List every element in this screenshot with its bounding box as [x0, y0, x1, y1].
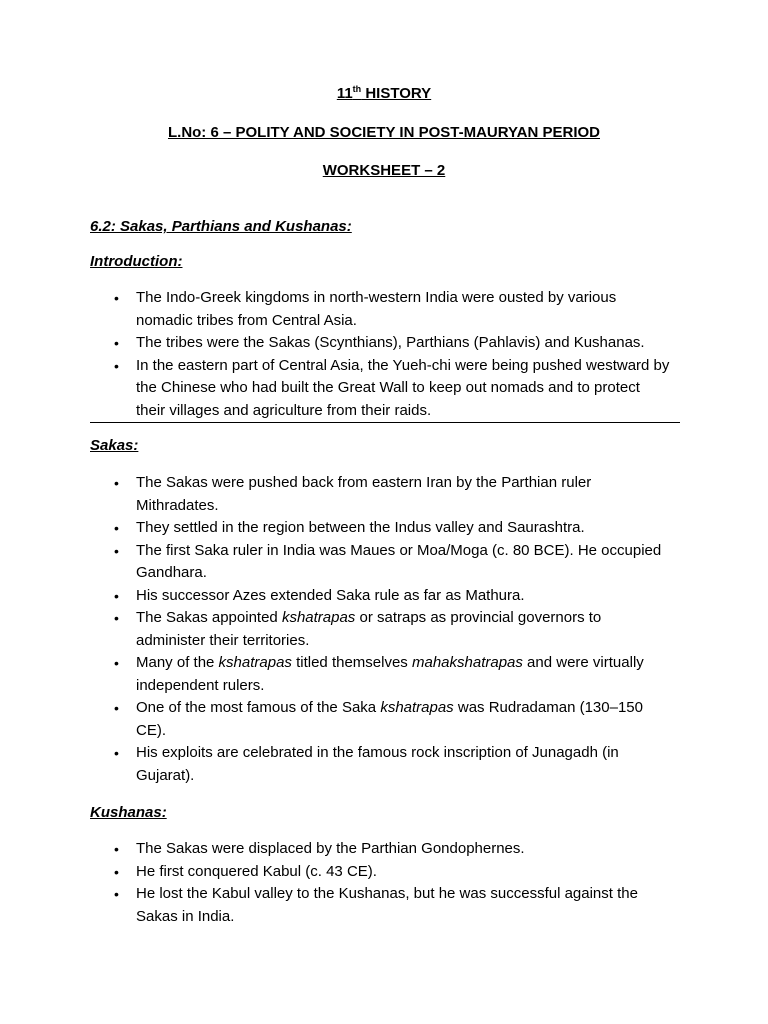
list-item: • The Sakas were displaced by the Parthian Gondophernes. [110, 838, 670, 861]
worksheet-heading: WORKSHEET – 2 [322, 162, 446, 179]
item-term: kshatrapas [380, 699, 454, 716]
list-item: • His exploits are celebrated in the famous rock inscription of Junagadh (in Gujarat). [110, 742, 670, 787]
list-item [110, 697, 670, 742]
item-text: Many of the [136, 654, 219, 671]
grade-suffix: th [352, 84, 362, 94]
list-item: • In the eastern part of Central Asia, the Yueh-chi were being pushed westward by the Chinese who had built the Great Wall to keep out nomads and to protect their villages and agriculture from their raids. [110, 355, 670, 423]
item-text: titled themselves [291, 654, 412, 671]
introduction-list [110, 287, 670, 422]
list-item: • The Sakas were pushed back from eastern Iran by the Parthian ruler Mithradates. [110, 472, 670, 517]
kushanas-title: Kushanas: [90, 804, 167, 821]
item-term: kshatrapas [281, 609, 356, 626]
list-item [110, 652, 670, 697]
item-term: kshatrapas [218, 654, 292, 671]
list-item [110, 607, 670, 652]
list-item: • The Indo-Greek kingdoms in north-western India were ousted by various nomadic tribes from Central Asia. [110, 287, 670, 332]
kushanas-list [110, 838, 670, 928]
list-item: • The first Saka ruler in India was Maues or Moa/Moga (c. 80 BCE). He occupied Gandhara. [110, 540, 670, 585]
item-text: and were virtually independent rulers. [136, 654, 644, 694]
item-text: was Rudradaman (130–150 CE). [136, 699, 643, 739]
grade-subject: HISTORY [361, 85, 432, 102]
lesson-heading: L.No: 6 – POLITY AND SOCIETY IN POST-MAURYAN PERIOD [167, 124, 600, 141]
list-item: • He lost the Kabul valley to the Kushanas, but he was successful against the Sakas in India. [110, 883, 670, 928]
grade-number: 11 [336, 85, 353, 102]
introduction-title: Introduction: [90, 253, 183, 270]
sakas-list [110, 472, 670, 787]
section-divider [90, 422, 680, 423]
item-text: or satraps as provincial governors to administer their territories. [136, 609, 602, 649]
list-item: • He first conquered Kabul (c. 43 CE). [110, 861, 670, 884]
list-item: • His successor Azes extended Saka rule as far as Mathura. [110, 585, 670, 608]
list-item: • The tribes were the Sakas (Scynthians), Parthians (Pahlavis) and Kushanas. [110, 332, 670, 355]
sakas-title: Sakas: [90, 437, 139, 454]
list-item: • They settled in the region between the Indus valley and Saurashtra. [110, 517, 670, 540]
grade-heading [0, 84, 768, 102]
section-title: 6.2: Sakas, Parthians and Kushanas: [90, 218, 352, 235]
item-text: The Sakas appointed [136, 609, 282, 626]
item-term: mahakshatrapas [411, 654, 523, 671]
item-text: One of the most famous of the Saka [136, 699, 381, 716]
